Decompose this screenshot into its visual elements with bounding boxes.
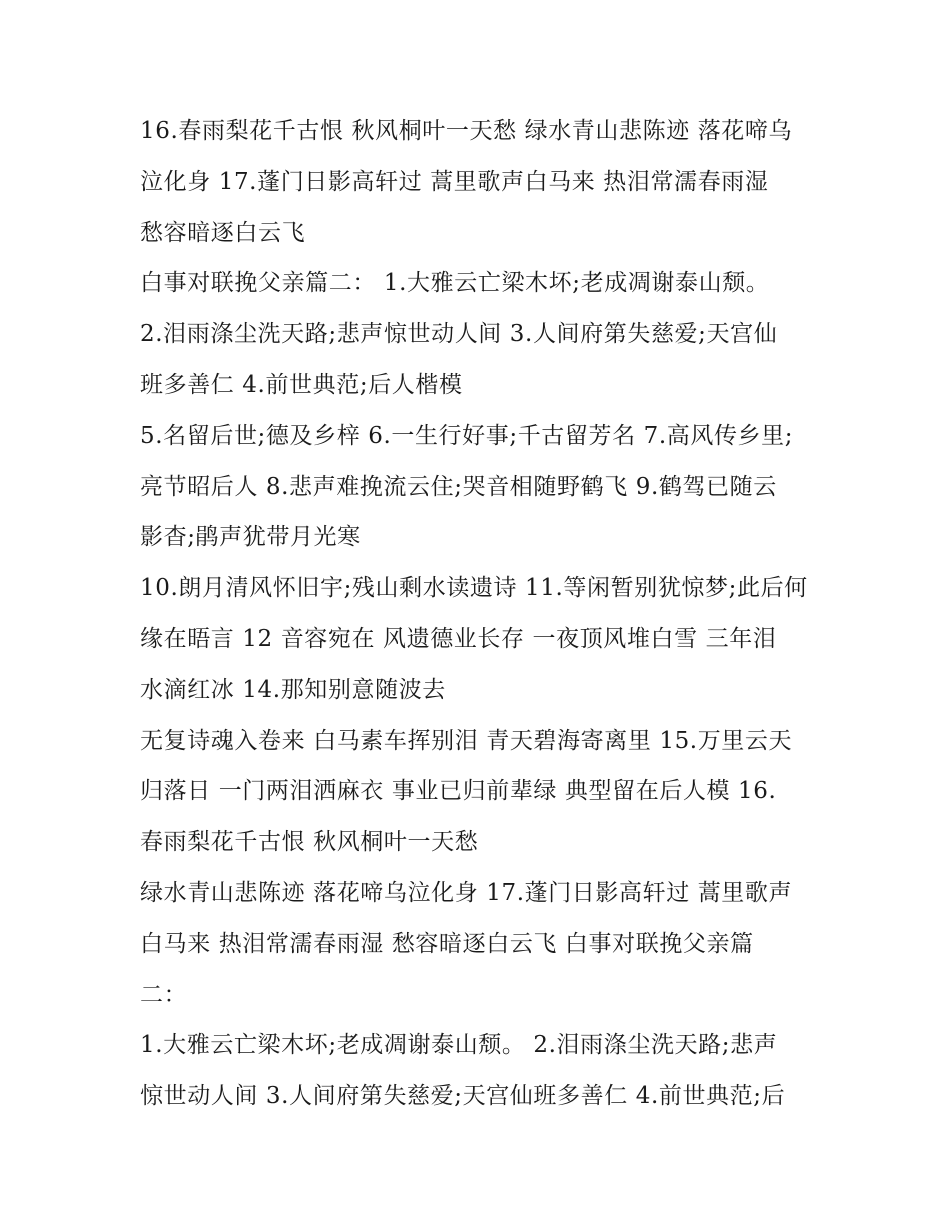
text-line-9: 影杳;鹃声犹带月光寒: [140, 524, 361, 551]
text-line-2: 泣化身 17.蓬门日影高轩过 蒿里歌声白马来 热泪常濡春雨湿: [140, 168, 769, 195]
text-line-13: 无复诗魂入卷来 白马素车挥别泪 青天碧海寄离里 15.万里云天: [140, 727, 793, 754]
text-line-15: 春雨梨花千古恨 秋风桐叶一天愁: [140, 829, 479, 856]
text-line-16: 绿水青山悲陈迹 落花啼乌泣化身 17.蓬门日影高轩过 蒿里歌声: [140, 879, 793, 906]
text-line-14: 归落日 一门两泪洒麻衣 事业已归前辈绿 典型留在后人模 16.: [140, 778, 777, 805]
text-line-11: 缘在晤言 12 音容宛在 风遗德业长存 一夜顶风堆白雪 三年泪: [140, 625, 777, 652]
text-line-4: 白事对联挽父亲篇二： 1.大雅云亡梁木坏;老成凋谢泰山颓。: [140, 270, 770, 297]
text-line-8: 亮节昭后人 8.悲声难挽流云住;哭音相随野鹤飞 9.鹤驾已随云: [140, 473, 777, 500]
text-line-6: 班多善仁 4.前世典范;后人楷模: [140, 371, 463, 398]
text-line-20: 惊世动人间 3.人间府第失慈爱;天宫仙班多善仁 4.前世典范;后: [140, 1083, 786, 1110]
text-line-1: 16.春雨梨花千古恨 秋风桐叶一天愁 绿水青山悲陈迹 落花啼乌: [140, 118, 793, 144]
text-line-7: 5.名留后世;德及乡梓 6.一生行好事;千古留芳名 7.高风传乡里;: [140, 422, 794, 449]
text-line-19: 1.大雅云亡梁木坏;老成凋谢泰山颓。 2.泪雨涤尘洗天路;悲声: [140, 1032, 778, 1059]
text-line-12: 水滴红冰 14.那知别意随波去: [140, 676, 446, 703]
text-line-17: 白马来 热泪常濡春雨湿 愁容暗逐白云飞 白事对联挽父亲篇: [140, 930, 754, 957]
text-line-18: 二：: [140, 981, 188, 1008]
text-line-3: 愁容暗逐白云飞: [140, 219, 306, 246]
text-line-5: 2.泪雨涤尘洗天路;悲声惊世动人间 3.人间府第失慈爱;天宫仙: [140, 321, 778, 348]
body-text: [140, 106, 830, 1122]
text-line-10: 10.朗月清风怀旧宇;残山剩水读遗诗 11.等闲暂别犹惊梦;此后何: [140, 575, 808, 602]
